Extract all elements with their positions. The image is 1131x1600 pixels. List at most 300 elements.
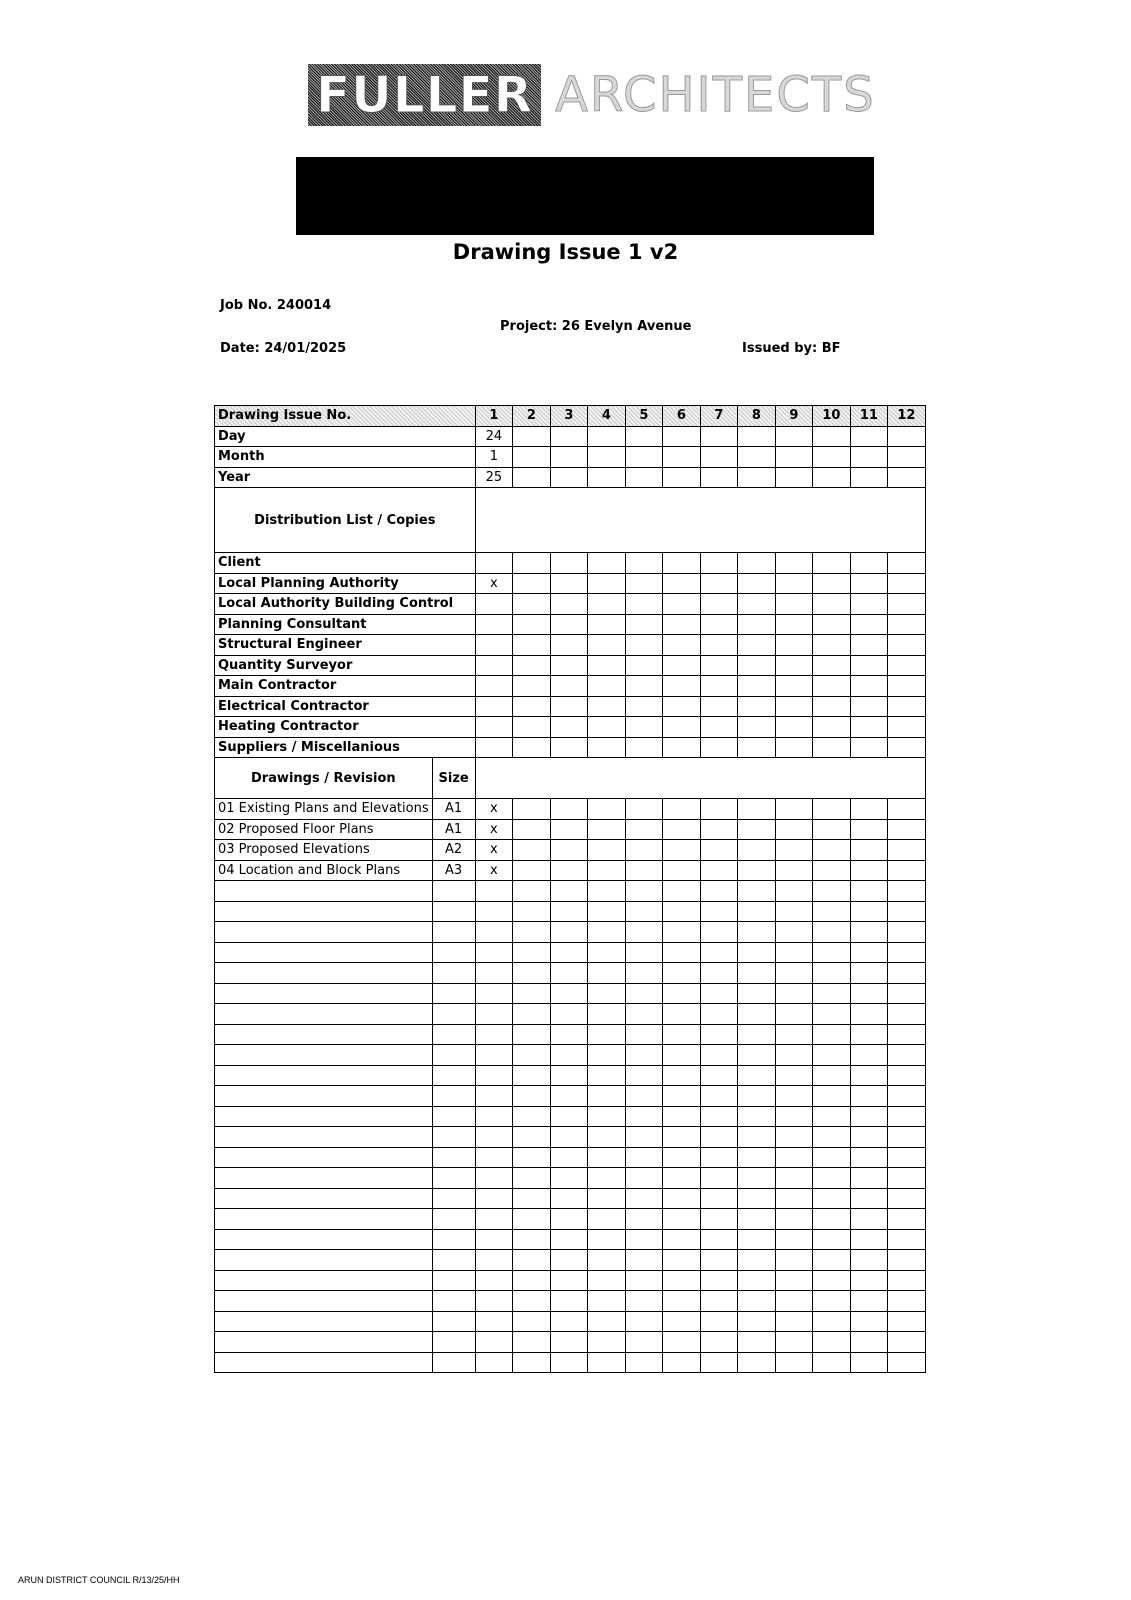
- blank-cell: [700, 1004, 738, 1025]
- blank-cell: [625, 1291, 663, 1312]
- day-label: Day: [215, 426, 476, 447]
- blank-cell: [513, 901, 551, 922]
- copies-cell: [813, 717, 851, 738]
- blank-cell: [738, 1106, 776, 1127]
- blank-cell: [625, 1024, 663, 1045]
- blank-drawing-row: [215, 1045, 926, 1066]
- blank-cell: [432, 1270, 475, 1291]
- blank-cell: [663, 1188, 701, 1209]
- copies-cell: [475, 614, 513, 635]
- blank-cell: [550, 1332, 588, 1353]
- blank-cell: [215, 1250, 433, 1271]
- blank-cell: [850, 1332, 888, 1353]
- blank-cell: [738, 1045, 776, 1066]
- copies-cell: [625, 696, 663, 717]
- copies-cell: [738, 655, 776, 676]
- copies-cell: [588, 635, 626, 656]
- blank-cell: [432, 963, 475, 984]
- blank-cell: [775, 1229, 813, 1250]
- blank-cell: [700, 963, 738, 984]
- issue-cell: [513, 860, 551, 881]
- blank-cell: [813, 1086, 851, 1107]
- blank-cell: [513, 1352, 551, 1373]
- blank-cell: [700, 1065, 738, 1086]
- distribution-row: [215, 717, 926, 738]
- copies-cell: [700, 594, 738, 615]
- blank-cell: [775, 1188, 813, 1209]
- copies-cell: [813, 594, 851, 615]
- issue-cell: [775, 819, 813, 840]
- copies-cell: [625, 737, 663, 758]
- blank-cell: [215, 983, 433, 1004]
- blank-cell: [850, 1352, 888, 1373]
- blank-cell: [588, 1024, 626, 1045]
- blank-cell: [888, 963, 926, 984]
- copies-cell: [550, 614, 588, 635]
- blank-cell: [888, 1147, 926, 1168]
- blank-cell: [550, 1270, 588, 1291]
- blank-cell: [432, 881, 475, 902]
- copies-cell: [663, 553, 701, 574]
- blank-cell: [625, 901, 663, 922]
- issue-cell: [700, 840, 738, 861]
- issue-number-cell: 7: [700, 406, 738, 427]
- blank-cell: [513, 963, 551, 984]
- blank-cell: [775, 1147, 813, 1168]
- blank-drawing-row: [215, 1065, 926, 1086]
- blank-cell: [513, 1045, 551, 1066]
- issue-cell: [550, 819, 588, 840]
- blank-cell: [432, 1311, 475, 1332]
- drawing-row: [215, 860, 926, 881]
- blank-cell: [475, 1024, 513, 1045]
- copies-cell: [850, 717, 888, 738]
- copies-cell: [888, 717, 926, 738]
- blank-cell: [813, 942, 851, 963]
- recipient-name: Suppliers / Miscellanious: [215, 737, 476, 758]
- drawing-row: [215, 840, 926, 861]
- copies-cell: [813, 553, 851, 574]
- copies-cell: [625, 655, 663, 676]
- copies-cell: [663, 737, 701, 758]
- blank-cell: [663, 881, 701, 902]
- blank-cell: [663, 983, 701, 1004]
- redaction-bar: [296, 157, 874, 235]
- blank-cell: [700, 1188, 738, 1209]
- blank-cell: [588, 1270, 626, 1291]
- drawing-name: 01 Existing Plans and Elevations: [215, 799, 433, 820]
- copies-cell: [513, 696, 551, 717]
- copies-cell: [850, 553, 888, 574]
- blank-cell: [700, 1250, 738, 1271]
- blank-cell: [475, 901, 513, 922]
- drawing-issue-table: [214, 405, 926, 1373]
- copies-cell: [663, 573, 701, 594]
- blank-cell: [475, 1250, 513, 1271]
- issued-by: Issued by: BF: [742, 341, 841, 356]
- blank-drawing-row: [215, 1352, 926, 1373]
- blank-drawing-row: [215, 881, 926, 902]
- blank-cell: [888, 1065, 926, 1086]
- blank-cell: [813, 1250, 851, 1271]
- date-cell: [813, 467, 851, 488]
- copies-cell: [850, 614, 888, 635]
- blank-cell: [513, 1291, 551, 1312]
- issue-cell: [888, 819, 926, 840]
- copies-cell: [513, 676, 551, 697]
- copies-cell: [700, 696, 738, 717]
- date-cell: [588, 467, 626, 488]
- blank-cell: [432, 1045, 475, 1066]
- copies-cell: [700, 635, 738, 656]
- blank-cell: [550, 1127, 588, 1148]
- blank-cell: [813, 1168, 851, 1189]
- issue-cell: [738, 799, 776, 820]
- blank-cell: [663, 1209, 701, 1230]
- blank-cell: [850, 1147, 888, 1168]
- blank-cell: [475, 942, 513, 963]
- blank-cell: [888, 1270, 926, 1291]
- blank-cell: [215, 1332, 433, 1353]
- blank-cell: [663, 1352, 701, 1373]
- blank-cell: [475, 1209, 513, 1230]
- drawing-row: [215, 799, 926, 820]
- blank-cell: [625, 1065, 663, 1086]
- recipient-name: Heating Contractor: [215, 717, 476, 738]
- copies-cell: [588, 696, 626, 717]
- blank-cell: [475, 1188, 513, 1209]
- copies-cell: [513, 553, 551, 574]
- blank-cell: [850, 1045, 888, 1066]
- copies-cell: [550, 676, 588, 697]
- date-cell: [550, 426, 588, 447]
- issue-cell: x: [475, 799, 513, 820]
- blank-cell: [475, 1229, 513, 1250]
- blank-cell: [850, 922, 888, 943]
- date-cell: [550, 447, 588, 468]
- date-cell: [513, 447, 551, 468]
- blank-cell: [663, 963, 701, 984]
- recipient-name: Local Planning Authority: [215, 573, 476, 594]
- blank-cell: [550, 1229, 588, 1250]
- blank-cell: [813, 1004, 851, 1025]
- copies-cell: [813, 635, 851, 656]
- blank-cell: [738, 1127, 776, 1148]
- blank-cell: [700, 1352, 738, 1373]
- blank-cell: [588, 1106, 626, 1127]
- blank-cell: [513, 1086, 551, 1107]
- blank-cell: [775, 1250, 813, 1271]
- distribution-row: [215, 614, 926, 635]
- blank-cell: [432, 1065, 475, 1086]
- copies-cell: [738, 635, 776, 656]
- blank-cell: [850, 1004, 888, 1025]
- issue-cell: [738, 840, 776, 861]
- date-cell: [775, 447, 813, 468]
- blank-cell: [513, 1250, 551, 1271]
- blank-cell: [432, 1229, 475, 1250]
- drawing-size: A1: [432, 819, 475, 840]
- blank-cell: [888, 983, 926, 1004]
- blank-cell: [550, 942, 588, 963]
- blank-cell: [775, 983, 813, 1004]
- copies-cell: [738, 717, 776, 738]
- blank-cell: [215, 1024, 433, 1045]
- blank-cell: [215, 881, 433, 902]
- blank-cell: [775, 901, 813, 922]
- blank-cell: [432, 1250, 475, 1271]
- blank-cell: [850, 1024, 888, 1045]
- blank-cell: [625, 1106, 663, 1127]
- blank-cell: [888, 1352, 926, 1373]
- blank-cell: [588, 901, 626, 922]
- blank-cell: [475, 963, 513, 984]
- blank-cell: [700, 1106, 738, 1127]
- blank-cell: [813, 1147, 851, 1168]
- blank-cell: [215, 1352, 433, 1373]
- blank-cell: [888, 1229, 926, 1250]
- blank-cell: [550, 881, 588, 902]
- copies-cell: [775, 655, 813, 676]
- issue-cell: [850, 819, 888, 840]
- blank-cell: [588, 1291, 626, 1312]
- date-cell: [588, 426, 626, 447]
- blank-cell: [888, 1311, 926, 1332]
- blank-cell: [700, 901, 738, 922]
- copies-cell: [625, 594, 663, 615]
- drawing-name: 03 Proposed Elevations: [215, 840, 433, 861]
- blank-drawing-row: [215, 922, 926, 943]
- blank-cell: [215, 963, 433, 984]
- year-value: 25: [475, 467, 513, 488]
- copies-cell: [475, 553, 513, 574]
- date-cell: [663, 467, 701, 488]
- blank-cell: [513, 922, 551, 943]
- blank-cell: [215, 942, 433, 963]
- blank-cell: [700, 1127, 738, 1148]
- issue-number-cell: 12: [888, 406, 926, 427]
- blank-cell: [775, 1311, 813, 1332]
- copies-cell: [588, 676, 626, 697]
- blank-cell: [738, 881, 776, 902]
- blank-cell: [663, 1127, 701, 1148]
- blank-cell: [588, 942, 626, 963]
- blank-cell: [775, 1291, 813, 1312]
- blank-cell: [850, 963, 888, 984]
- blank-cell: [850, 1188, 888, 1209]
- blank-cell: [475, 1352, 513, 1373]
- copies-cell: [775, 614, 813, 635]
- day-row: [215, 426, 926, 447]
- copies-cell: [700, 553, 738, 574]
- blank-cell: [588, 1332, 626, 1353]
- copies-cell: [588, 655, 626, 676]
- blank-cell: [775, 1086, 813, 1107]
- drawing-size: A2: [432, 840, 475, 861]
- blank-cell: [813, 901, 851, 922]
- copies-cell: [700, 614, 738, 635]
- copies-cell: [888, 573, 926, 594]
- distribution-row: [215, 696, 926, 717]
- blank-cell: [550, 1168, 588, 1189]
- logo-word-architects: ARCHITECTS: [555, 67, 876, 123]
- blank-cell: [888, 1291, 926, 1312]
- blank-cell: [475, 881, 513, 902]
- recipient-name: Local Authority Building Control: [215, 594, 476, 615]
- copies-cell: [850, 696, 888, 717]
- copies-cell: [775, 635, 813, 656]
- blank-cell: [475, 1332, 513, 1353]
- copies-cell: [888, 553, 926, 574]
- blank-cell: [432, 942, 475, 963]
- day-value: 24: [475, 426, 513, 447]
- blank-cell: [625, 1250, 663, 1271]
- blank-cell: [663, 1065, 701, 1086]
- blank-cell: [738, 1024, 776, 1045]
- blank-cell: [625, 1229, 663, 1250]
- blank-cell: [588, 922, 626, 943]
- date-cell: [588, 447, 626, 468]
- copies-cell: [813, 696, 851, 717]
- copies-cell: [738, 573, 776, 594]
- blank-cell: [813, 1106, 851, 1127]
- blank-cell: [888, 942, 926, 963]
- blank-cell: [513, 1024, 551, 1045]
- blank-cell: [850, 1209, 888, 1230]
- blank-cell: [625, 1168, 663, 1189]
- blank-cell: [813, 1209, 851, 1230]
- copies-cell: [850, 573, 888, 594]
- blank-drawing-row: [215, 1147, 926, 1168]
- blank-cell: [215, 1004, 433, 1025]
- blank-cell: [738, 1229, 776, 1250]
- blank-cell: [850, 942, 888, 963]
- blank-cell: [588, 1086, 626, 1107]
- blank-cell: [215, 1270, 433, 1291]
- issue-cell: [850, 799, 888, 820]
- blank-cell: [888, 1168, 926, 1189]
- copies-cell: [813, 676, 851, 697]
- copies-cell: [813, 655, 851, 676]
- blank-cell: [588, 1229, 626, 1250]
- copies-cell: [700, 573, 738, 594]
- blank-cell: [432, 1147, 475, 1168]
- issue-cell: [850, 840, 888, 861]
- issue-cell: [813, 860, 851, 881]
- copies-cell: [588, 614, 626, 635]
- blank-cell: [215, 1065, 433, 1086]
- blank-cell: [625, 942, 663, 963]
- issue-cell: [588, 840, 626, 861]
- job-number: Job No. 240014: [220, 298, 332, 313]
- blank-cell: [475, 1311, 513, 1332]
- blank-cell: [513, 1147, 551, 1168]
- blank-cell: [588, 963, 626, 984]
- date-cell: [738, 467, 776, 488]
- issue-number-row: [215, 406, 926, 427]
- blank-cell: [775, 1106, 813, 1127]
- copies-cell: [738, 737, 776, 758]
- date-cell: [625, 426, 663, 447]
- blank-cell: [513, 1106, 551, 1127]
- blank-cell: [813, 1127, 851, 1148]
- blank-cell: [738, 983, 776, 1004]
- blank-cell: [700, 1147, 738, 1168]
- issue-cell: [625, 799, 663, 820]
- blank-cell: [738, 1270, 776, 1291]
- blank-cell: [588, 1188, 626, 1209]
- copies-cell: [513, 614, 551, 635]
- blank-cell: [475, 1065, 513, 1086]
- copies-cell: x: [475, 573, 513, 594]
- issue-number-cell: 8: [738, 406, 776, 427]
- blank-cell: [738, 1168, 776, 1189]
- blank-cell: [513, 1004, 551, 1025]
- date-cell: [813, 447, 851, 468]
- blank-cell: [700, 1291, 738, 1312]
- blank-cell: [700, 983, 738, 1004]
- issue-cell: [700, 799, 738, 820]
- copies-cell: [850, 737, 888, 758]
- blank-cell: [550, 1024, 588, 1045]
- issue-cell: [888, 860, 926, 881]
- blank-cell: [513, 942, 551, 963]
- date-cell: [700, 447, 738, 468]
- date-cell: [888, 426, 926, 447]
- blank-cell: [432, 901, 475, 922]
- blank-drawing-row: [215, 1106, 926, 1127]
- blank-cell: [432, 1168, 475, 1189]
- issue-cell: [588, 799, 626, 820]
- blank-cell: [215, 1291, 433, 1312]
- drawing-name: 04 Location and Block Plans: [215, 860, 433, 881]
- copies-cell: [475, 696, 513, 717]
- logo-word-fuller: FULLER: [308, 64, 541, 126]
- date-cell: [850, 447, 888, 468]
- blank-cell: [813, 922, 851, 943]
- date-cell: [663, 426, 701, 447]
- copies-cell: [550, 594, 588, 615]
- blank-cell: [625, 1311, 663, 1332]
- company-logo: [308, 64, 876, 126]
- blank-cell: [550, 1106, 588, 1127]
- issue-cell: [588, 860, 626, 881]
- blank-cell: [625, 983, 663, 1004]
- blank-cell: [215, 1106, 433, 1127]
- blank-cell: [888, 901, 926, 922]
- copies-cell: [888, 594, 926, 615]
- blank-cell: [888, 1250, 926, 1271]
- blank-cell: [588, 1147, 626, 1168]
- blank-cell: [550, 1045, 588, 1066]
- blank-cell: [700, 1045, 738, 1066]
- blank-drawing-row: [215, 1024, 926, 1045]
- issue-number-cell: 2: [513, 406, 551, 427]
- distribution-row: [215, 553, 926, 574]
- blank-cell: [550, 1086, 588, 1107]
- blank-cell: [432, 1332, 475, 1353]
- blank-cell: [813, 963, 851, 984]
- blank-cell: [888, 1127, 926, 1148]
- blank-cell: [513, 881, 551, 902]
- copies-cell: [888, 614, 926, 635]
- copies-cell: [775, 676, 813, 697]
- blank-cell: [588, 983, 626, 1004]
- blank-cell: [513, 983, 551, 1004]
- copies-cell: [738, 676, 776, 697]
- copies-cell: [663, 655, 701, 676]
- copies-cell: [775, 717, 813, 738]
